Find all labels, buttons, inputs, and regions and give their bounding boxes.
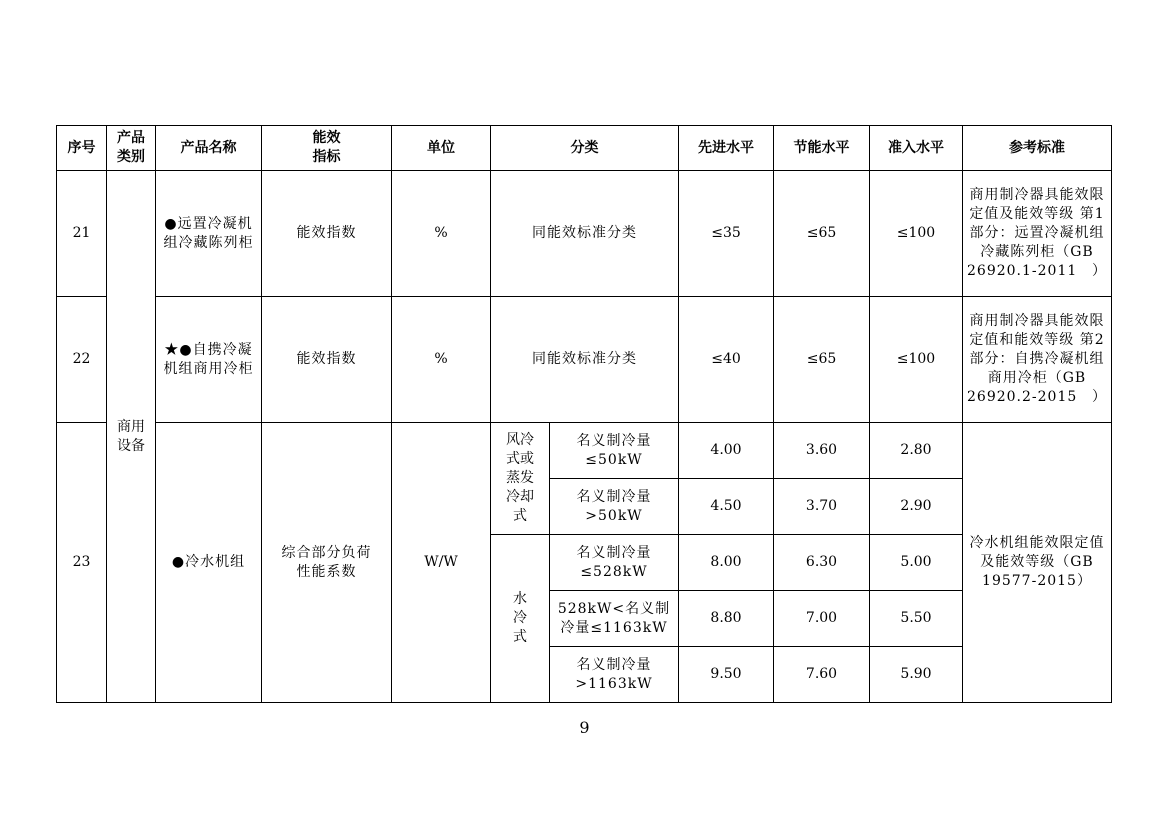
unit-cell: %	[392, 171, 491, 297]
saving-value: 3.70	[774, 479, 870, 535]
advanced-value: 8.00	[679, 535, 774, 591]
saving-value: 7.60	[774, 647, 870, 703]
table-row	[57, 423, 1112, 479]
page-number: 9	[579, 718, 590, 737]
saving-value: ≤65	[774, 171, 870, 297]
saving-value: ≤65	[774, 297, 870, 423]
capacity-cell: 528kW<名义制 冷量≤1163kW	[550, 591, 679, 647]
header-unit: 单位	[392, 126, 491, 171]
unit-cell: W/W	[392, 423, 491, 703]
saving-value: 7.00	[774, 591, 870, 647]
header-saving: 节能水平	[774, 126, 870, 171]
energy-efficiency-table	[56, 125, 1112, 703]
entry-value: ≤100	[870, 171, 963, 297]
advanced-value: ≤35	[679, 171, 774, 297]
indicator-cell: 综合部分负荷 性能系数	[262, 423, 392, 703]
entry-value: 5.00	[870, 535, 963, 591]
advanced-value: 8.80	[679, 591, 774, 647]
header-classification: 分类	[491, 126, 679, 171]
capacity-cell: 名义制冷量 >1163kW	[550, 647, 679, 703]
unit-cell: %	[392, 297, 491, 423]
advanced-value: 4.00	[679, 423, 774, 479]
reference-standard: 商用制冷器具能效限定值和能效等级 第2部分：自携冷凝机组商用冷柜（GB 26920.2-2015）	[963, 297, 1112, 423]
row-seq: 22	[57, 297, 107, 423]
header-entry: 准入水平	[870, 126, 963, 171]
indicator-cell: 能效指数	[262, 297, 392, 423]
header-advanced: 先进水平	[679, 126, 774, 171]
row-seq: 23	[57, 423, 107, 703]
header-row	[57, 126, 1112, 171]
category-cell: 商用 设备	[107, 171, 156, 703]
advanced-value: 4.50	[679, 479, 774, 535]
table-row	[57, 171, 1112, 297]
classification-cell: 同能效标准分类	[491, 297, 679, 423]
capacity-cell: 名义制冷量 >50kW	[550, 479, 679, 535]
reference-standard: 商用制冷器具能效限定值及能效等级 第1部分：远置冷凝机组冷藏陈列柜（GB 26920.1-2011）	[963, 171, 1112, 297]
header-seq: 序号	[57, 126, 107, 171]
advanced-value: ≤40	[679, 297, 774, 423]
header-name: 产品名称	[156, 126, 262, 171]
product-name: ●冷水机组	[156, 423, 262, 703]
reference-standard: 冷水机组能效限定值及能效等级（GB 19577-2015）	[963, 423, 1112, 703]
header-standard: 参考标准	[963, 126, 1112, 171]
header-category: 产品 类别	[107, 126, 156, 171]
header-indicator: 能效 指标	[262, 126, 392, 171]
entry-value: 2.90	[870, 479, 963, 535]
saving-value: 6.30	[774, 535, 870, 591]
entry-value: 5.90	[870, 647, 963, 703]
table-row	[57, 297, 1112, 423]
entry-value: ≤100	[870, 297, 963, 423]
entry-value: 2.80	[870, 423, 963, 479]
capacity-cell: 名义制冷量 ≤50kW	[550, 423, 679, 479]
row-seq: 21	[57, 171, 107, 297]
cooling-type-cell: 风冷 式或 蒸发 冷却 式	[491, 423, 550, 535]
product-name: ●远置冷凝机组冷藏陈列柜	[156, 171, 262, 297]
product-name: ★●自携冷凝机组商用冷柜	[156, 297, 262, 423]
classification-cell: 同能效标准分类	[491, 171, 679, 297]
saving-value: 3.60	[774, 423, 870, 479]
entry-value: 5.50	[870, 591, 963, 647]
cooling-type-cell: 水 冷 式	[491, 535, 550, 703]
advanced-value: 9.50	[679, 647, 774, 703]
indicator-cell: 能效指数	[262, 171, 392, 297]
capacity-cell: 名义制冷量 ≤528kW	[550, 535, 679, 591]
